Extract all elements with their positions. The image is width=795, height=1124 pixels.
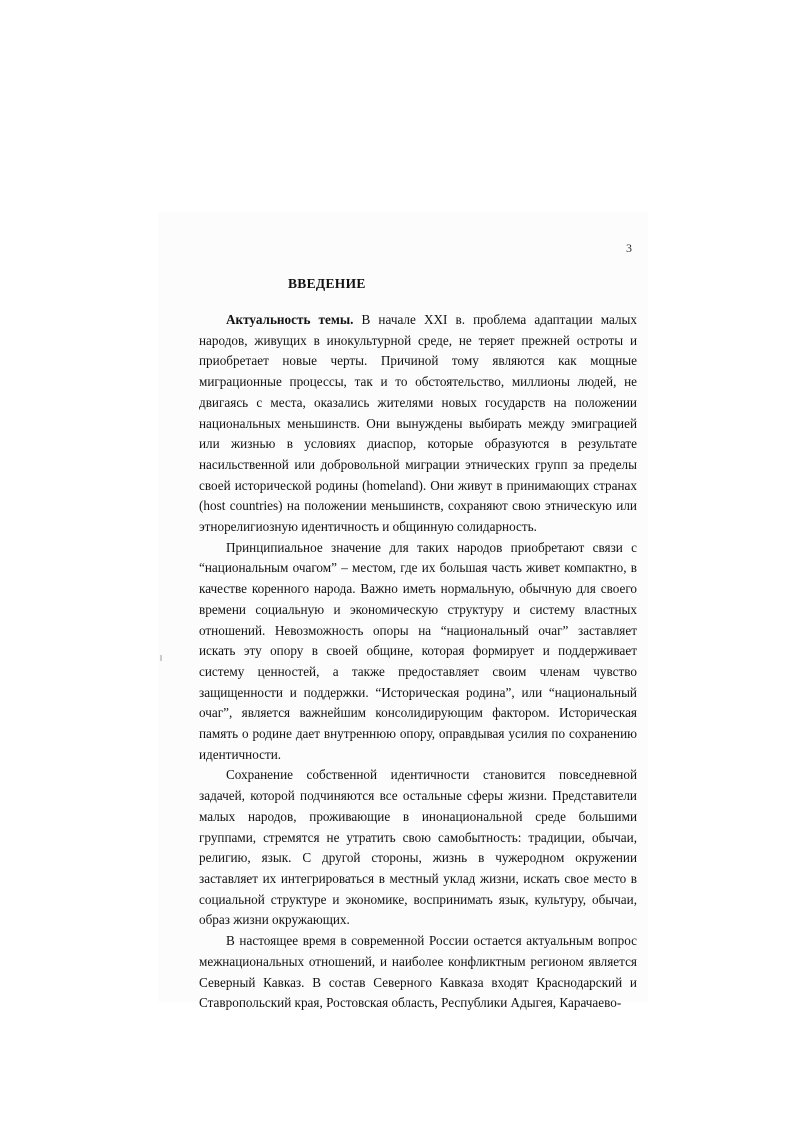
page-number: 3 xyxy=(626,241,632,255)
scan-artifact-mark xyxy=(160,655,162,661)
paragraph-lead: Актуальность темы. xyxy=(226,312,354,327)
paragraph-relevance xyxy=(199,310,637,538)
body-text xyxy=(199,310,637,1014)
paragraph-identity: Сохранение собственной идентичности становится повседневной задачей, которой подчиняются все остальные сферы жизни. Представители малых народов, проживающие в инонациональной среде большими группами, стремятся не утратить свою самобытность: традиции, обычаи, религию, язык. С другой стороны, жизнь в чужеродном окружении заставляет их интегрироваться в местный уклад жизни, искать свое место в социальной структуре и экономике, воспринимать язык, культуру, обычаи, образ жизни окружающих. xyxy=(199,767,637,928)
paragraph-north-caucasus: В настоящее время в современной России остается актуальным вопрос межнациональных отношений, и наиболее конфликтным регионом является Северный Кавказ. В состав Северного Кавказа входят Краснодарский и Ставропольский края, Ростовская область, Республики Адыгея, Карачаево- xyxy=(199,933,637,1011)
paragraph-national-hearth: Принципиальное значение для таких народов приобретают связи с “национальным очагом” – местом, где их большая часть живет компактно, в качестве коренного народа. Важно иметь нормальную, обычную для своего времени социальную и экономическую структуру и систему властных отношений. Невозможность опоры на “национальный очаг” заставляет искать эту опору в своей общине, которая формирует и поддерживает систему ценностей, а также предоставляет своим членам чувство защищенности и поддержки. “Историческая родина”, или “национальный очаг”, является важнейшим консолидирующим фактором. Историческая память о родине дает внутреннюю опору, оправдывая усилия по сохранению идентичности. xyxy=(199,539,637,762)
paragraph-text: В начале XXI в. проблема адаптации малых народов, живущих в инокультурной среде, не теряет прежней остроты и приобретает новые черты. Причиной тому являются как мощные миграционные процессы, так и то обстоятельство, миллионы людей, не двигаясь с места, оказались жителями новых государств на положении национальных меньшинств. Они вынуждены выбирать между эмиграцией или жизнью в условиях диаспор, которые образуются в результате насильственной или добровольной миграции этнических групп за пределы своей исторической родины (homeland). Они живут в принимающих странах (host countries) на положении меньшинств, сохраняют свою этническую или этнорелигиозную идентичность и общинную солидарность. xyxy=(199,312,637,535)
section-heading: ВВЕДЕНИЕ xyxy=(288,276,366,291)
